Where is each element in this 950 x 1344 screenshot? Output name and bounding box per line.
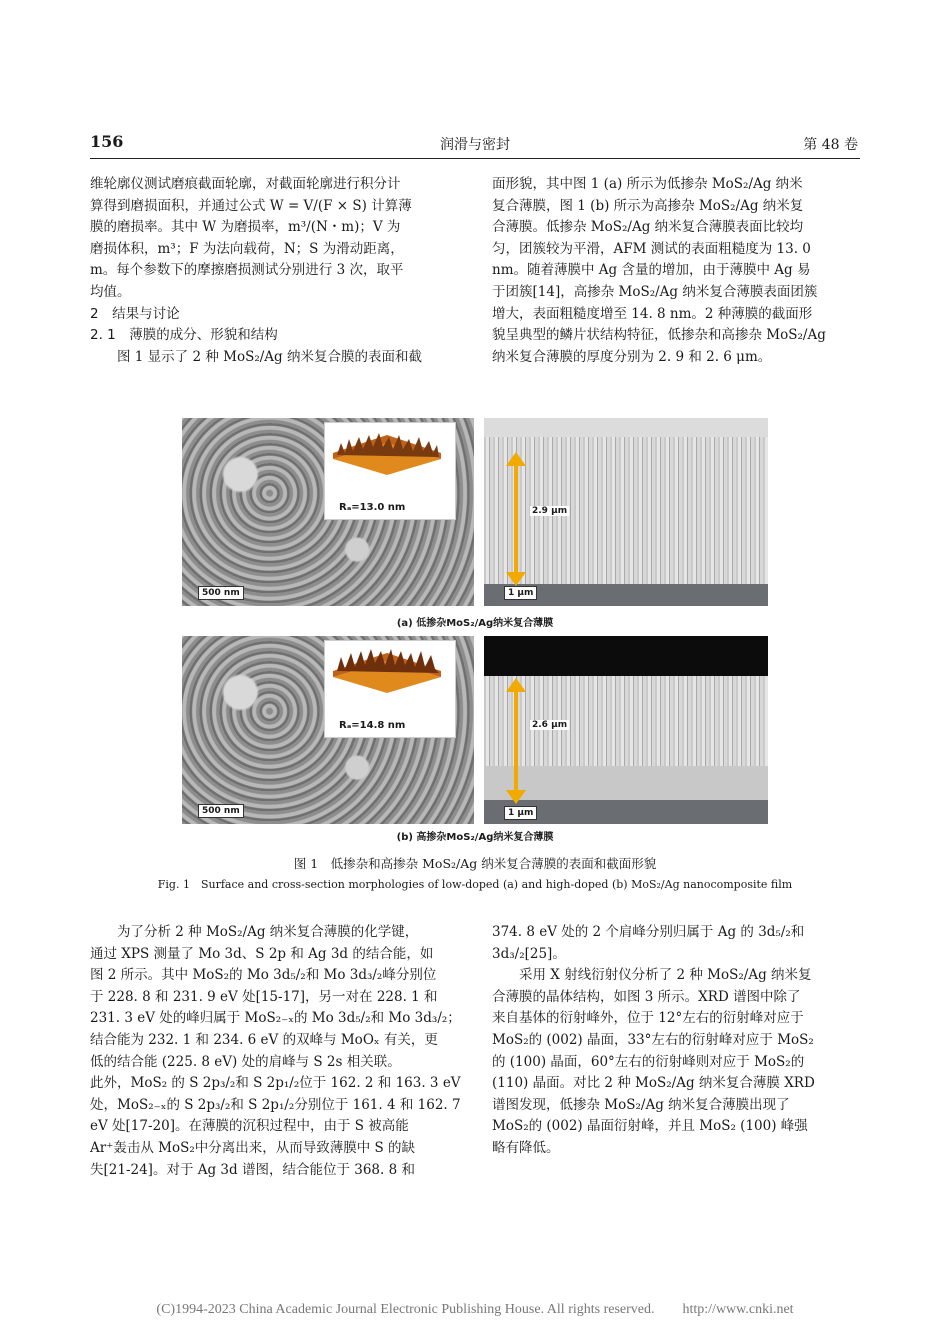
text-line: 231. 3 eV 处的峰归属于 MoS₂₋ₓ的 Mo 3d₅/₂和 Mo 3d₃/₂； xyxy=(90,1010,461,1027)
thickness-label: 2.9 μm xyxy=(532,506,568,516)
figure-caption-cn: 图 1 低掺杂和高掺杂 MoS₂/Ag 纳米复合薄膜的表面和截面形貌 xyxy=(293,856,657,871)
text-line: 通过 XPS 测量了 Mo 3d、S 2p 和 Ag 3d 的结合能，如 xyxy=(90,945,434,962)
volume-label: 第 48 卷 xyxy=(803,137,858,153)
header-rule xyxy=(90,158,860,159)
subsection-heading: 2. 1 薄膜的成分、形貌和结构 xyxy=(90,327,278,344)
text-line: 采用 X 射线衍射仪分析了 2 种 MoS₂/Ag 纳米复 xyxy=(519,967,812,984)
text-line: 结合能为 232. 1 和 234. 6 eV 的双峰与 MoOₓ 有关，更 xyxy=(90,1031,438,1048)
sem-cross-section-low-doped xyxy=(484,418,768,606)
roughness-label: Rₐ=14.8 nm xyxy=(339,720,406,731)
copyright-footer: (C)1994-2023 China Academic Journal Electronic Publishing House. All rights reserved. http://www.cnki.net xyxy=(156,1302,794,1317)
afm-inset xyxy=(324,422,456,520)
text-line: 略有降低。 xyxy=(492,1139,560,1156)
text-line: 谱图发现，低掺杂 MoS₂/Ag 纳米复合薄膜出现了 xyxy=(492,1096,790,1113)
right-column-top xyxy=(492,174,860,368)
thickness-label: 2.6 μm xyxy=(532,720,568,730)
text-line: eV 处[17-20]。在薄膜的沉积过程中，由于 S 被高能 xyxy=(90,1118,409,1135)
text-line: (110) 晶面。对比 2 种 MoS₂/Ag 纳米复合薄膜 XRD xyxy=(492,1075,815,1092)
text-line: 算得到磨损面积，并通过公式 W = V/(F × S) 计算薄 xyxy=(90,197,412,214)
scale-bar: 500 nm xyxy=(198,804,244,818)
text-line: 为了分析 2 种 MoS₂/Ag 纳米复合薄膜的化学键， xyxy=(117,924,419,940)
text-line: MoS₂的 (002) 晶面衍射峰，并且 MoS₂ (100) 峰强 xyxy=(492,1118,808,1135)
sem-surface-low-doped xyxy=(182,418,474,606)
text-line: 膜的磨损率。其中 W 为磨损率，m³/(N・m)；V 为 xyxy=(90,219,401,236)
right-column-bottom xyxy=(492,922,860,1160)
text-line: nm。随着薄膜中 Ag 含量的增加，由于薄膜中 Ag 易 xyxy=(492,262,811,279)
figure-1 xyxy=(182,418,768,843)
left-column-bottom xyxy=(90,922,461,1181)
afm-inset xyxy=(324,640,456,738)
text-line: 维轮廓仪测试磨痕截面轮廓，对截面轮廓进行积分计 xyxy=(90,176,401,192)
text-line: 于 228. 8 和 231. 9 eV 处[15-17]，另一对在 228. 1 和 xyxy=(90,988,438,1005)
text-line: 貌呈典型的鳞片状结构特征，低掺杂和高掺杂 MoS₂/Ag xyxy=(492,327,826,344)
text-line: 增大，表面粗糙度增至 14. 8 nm。2 种薄膜的截面形 xyxy=(492,305,813,322)
text-line: 面形貌，其中图 1 (a) 所示为低掺杂 MoS₂/Ag 纳米 xyxy=(492,176,803,192)
text-line: 图 2 所示。其中 MoS₂的 Mo 3d₅/₂和 Mo 3d₃/₂峰分别位 xyxy=(90,967,437,984)
text-line: m。每个参数下的摩擦磨损测试分别进行 3 次，取平 xyxy=(90,262,404,279)
subfigure-caption-a: (a) 低掺杂MoS₂/Ag纳米复合薄膜 xyxy=(396,618,554,629)
sem-surface-high-doped xyxy=(182,636,474,824)
roughness-label: Rₐ=13.0 nm xyxy=(339,502,406,513)
scale-bar: 1 μm xyxy=(504,586,537,600)
left-column-top xyxy=(90,174,458,368)
sem-cross-section-high-doped xyxy=(484,636,768,824)
text-line: MoS₂的 (002) 晶面，33°左右的衍射峰对应于 MoS₂ xyxy=(492,1031,814,1048)
text-line: 此外，MoS₂ 的 S 2p₃/₂和 S 2p₁/₂位于 162. 2 和 163. 3 eV xyxy=(90,1075,461,1092)
text-line: 374. 8 eV 处的 2 个肩峰分别归属于 Ag 的 3d₅/₂和 xyxy=(492,924,805,940)
text-line: 处，MoS₂₋ₓ的 S 2p₃/₂和 S 2p₁/₂分别位于 161. 4 和 162. 7 xyxy=(90,1096,461,1113)
thickness-arrow-icon xyxy=(504,678,528,804)
text-line: 复合薄膜，图 1 (b) 所示为高掺杂 MoS₂/Ag 纳米复 xyxy=(492,197,804,214)
scale-bar: 500 nm xyxy=(198,586,244,600)
text-line: 合薄膜的晶体结构，如图 3 所示。XRD 谱图中除了 xyxy=(492,988,801,1005)
text-line: 图 1 显示了 2 种 MoS₂/Ag 纳米复合膜的表面和截 xyxy=(117,348,422,365)
journal-title: 润滑与密封 xyxy=(440,137,510,153)
text-line: 匀，团簇较为平滑，AFM 测试的表面粗糙度为 13. 0 xyxy=(492,240,811,257)
scale-bar: 1 μm xyxy=(504,806,537,820)
text-line: 于团簇[14]，高掺杂 MoS₂/Ag 纳米复合薄膜表面团簇 xyxy=(492,283,818,300)
text-line: 均值。 xyxy=(90,283,131,300)
text-line: 合薄膜。低掺杂 MoS₂/Ag 纳米复合薄膜表面比较均 xyxy=(492,219,804,236)
vacuum-region xyxy=(484,636,768,676)
page-number: 156 xyxy=(90,132,124,151)
thickness-arrow-icon xyxy=(504,452,528,586)
text-line: Ar⁺轰击从 MoS₂中分离出来，从而导致薄膜中 S 的缺 xyxy=(90,1139,416,1156)
text-line: 3d₃/₂[25]。 xyxy=(492,945,566,962)
afm-3d-surface-icon xyxy=(333,647,441,693)
text-line: 的 (100) 晶面，60°左右的衍射峰则对应于 MoS₂的 xyxy=(492,1053,805,1070)
afm-3d-surface-icon xyxy=(333,429,441,475)
section-heading: 2 结果与讨论 xyxy=(90,305,180,322)
text-line: 纳米复合薄膜的厚度分别为 2. 9 和 2. 6 μm。 xyxy=(492,348,772,365)
figure-caption-en: Fig. 1 Surface and cross-section morphologies of low-doped (a) and high-doped (b) MoS₂/Ag nanocomposite film xyxy=(157,878,793,891)
text-line: 低的结合能 (225. 8 eV) 处的肩峰与 S 2s 相关联。 xyxy=(90,1053,401,1070)
text-line: 磨损体积，m³；F 为法向载荷，N；S 为滑动距离， xyxy=(90,240,404,257)
text-line: 来自基体的衍射峰外，位于 12°左右的衍射峰对应于 xyxy=(492,1010,804,1027)
text-line: 失[21-24]。对于 Ag 3d 谱图，结合能位于 368. 8 和 xyxy=(90,1161,415,1178)
subfigure-caption-b: (b) 高掺杂MoS₂/Ag纳米复合薄膜 xyxy=(396,832,554,843)
